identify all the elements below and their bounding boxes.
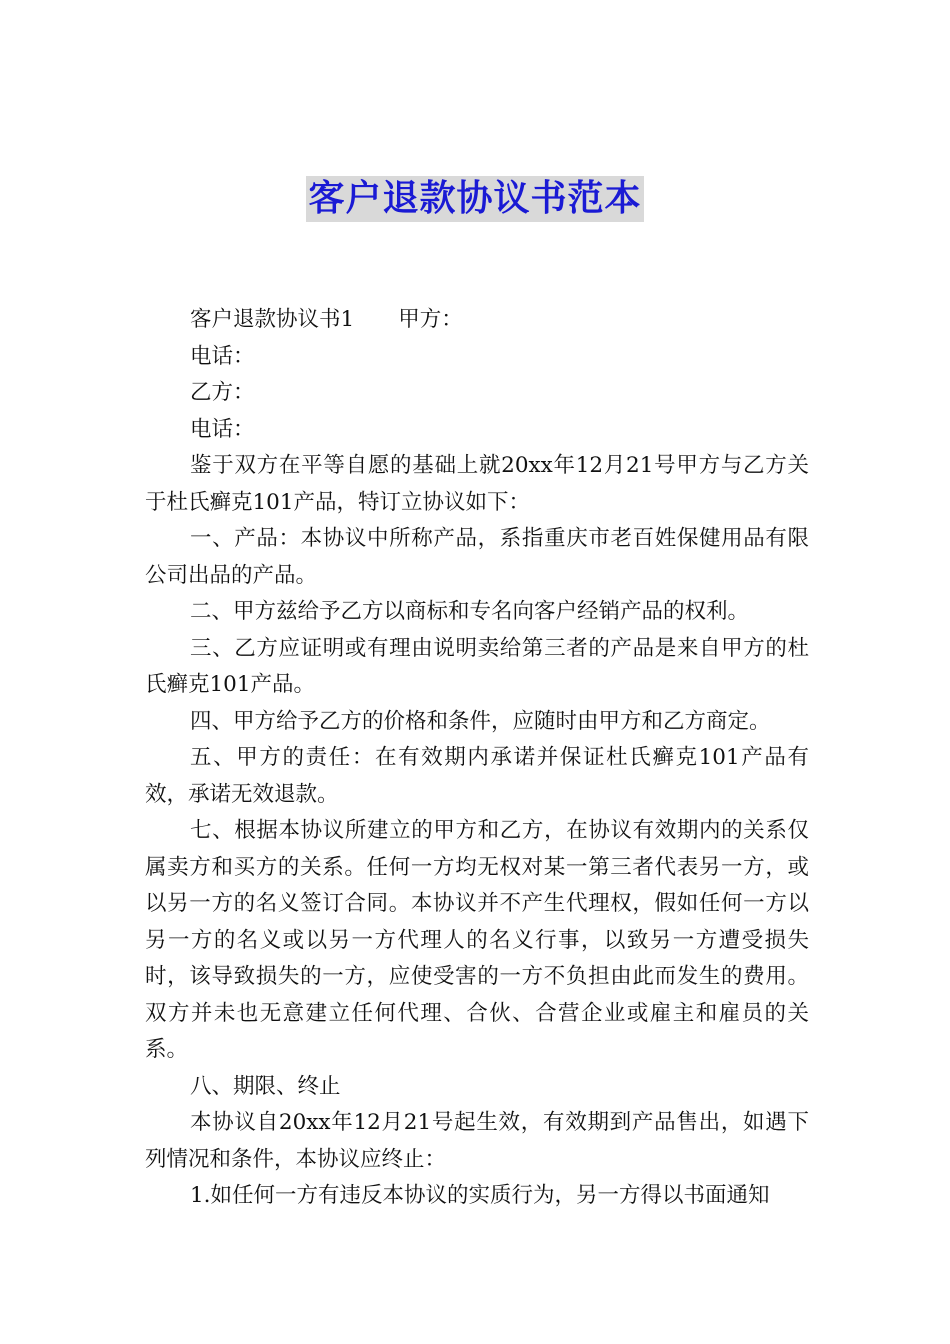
party-a-phone: 电话： bbox=[190, 343, 255, 369]
paragraph-clause-1: 一、产品：本协议中所称产品，系指重庆市老百姓保健用品有限公司出品的产品。 bbox=[145, 526, 809, 588]
document-body bbox=[145, 302, 809, 1215]
paragraph-clause-3: 三、乙方应证明或有理由说明卖给第三者的产品是来自甲方的杜氏癣克101产品。 bbox=[145, 635, 809, 697]
paragraph-clause-7: 七、根据本协议所建立的甲方和乙方，在协议有效期内的关系仅属卖方和买方的关系。任何一方均无权对某一第三者代表另一方，或以另一方的名义签订合同。本协议并不产生代理权，假如任何一方以另一方的名义或以另一方代理人的名义行事，以致另一方遭受损失时，该导致损失的一方，应使受害的一方不负担由此而发生的费用。双方并未也无意建立任何代理、合伙、合营企业或雇主和雇员的关系。 bbox=[145, 818, 809, 1062]
paragraph-term-item-1: 1.如任何一方有违反本协议的实质行为，另一方得以书面通知 bbox=[190, 1183, 770, 1208]
title-container bbox=[0, 176, 950, 222]
agreement-number: 客户退款协议书1 bbox=[190, 307, 355, 332]
party-a-label: 甲方： bbox=[398, 307, 463, 332]
paragraph-term: 本协议自20xx年12月21号起生效，有效期到产品售出，如遇下列情况和条件，本协议应终止： bbox=[145, 1110, 809, 1172]
paragraph-clause-5: 五、甲方的责任：在有效期内承诺并保证杜氏癣克101产品有效，承诺无效退款。 bbox=[145, 745, 809, 807]
paragraph-heading-line bbox=[145, 302, 809, 339]
paragraph-clause-2: 二、甲方兹给予乙方以商标和专名向客户经销产品的权利。 bbox=[190, 599, 750, 624]
paragraph-clause-8: 八、期限、终止 bbox=[190, 1073, 341, 1099]
party-b-phone: 电话： bbox=[190, 416, 255, 442]
party-b-label: 乙方： bbox=[190, 380, 255, 405]
document-title: 客户退款协议书范本 bbox=[306, 176, 643, 222]
paragraph-preamble: 鉴于双方在平等自愿的基础上就20xx年12月21号甲方与乙方关于杜氏癣克101产品，特订立协议如下： bbox=[145, 453, 809, 515]
paragraph-clause-4: 四、甲方给予乙方的价格和条件，应随时由甲方和乙方商定。 bbox=[190, 708, 771, 734]
